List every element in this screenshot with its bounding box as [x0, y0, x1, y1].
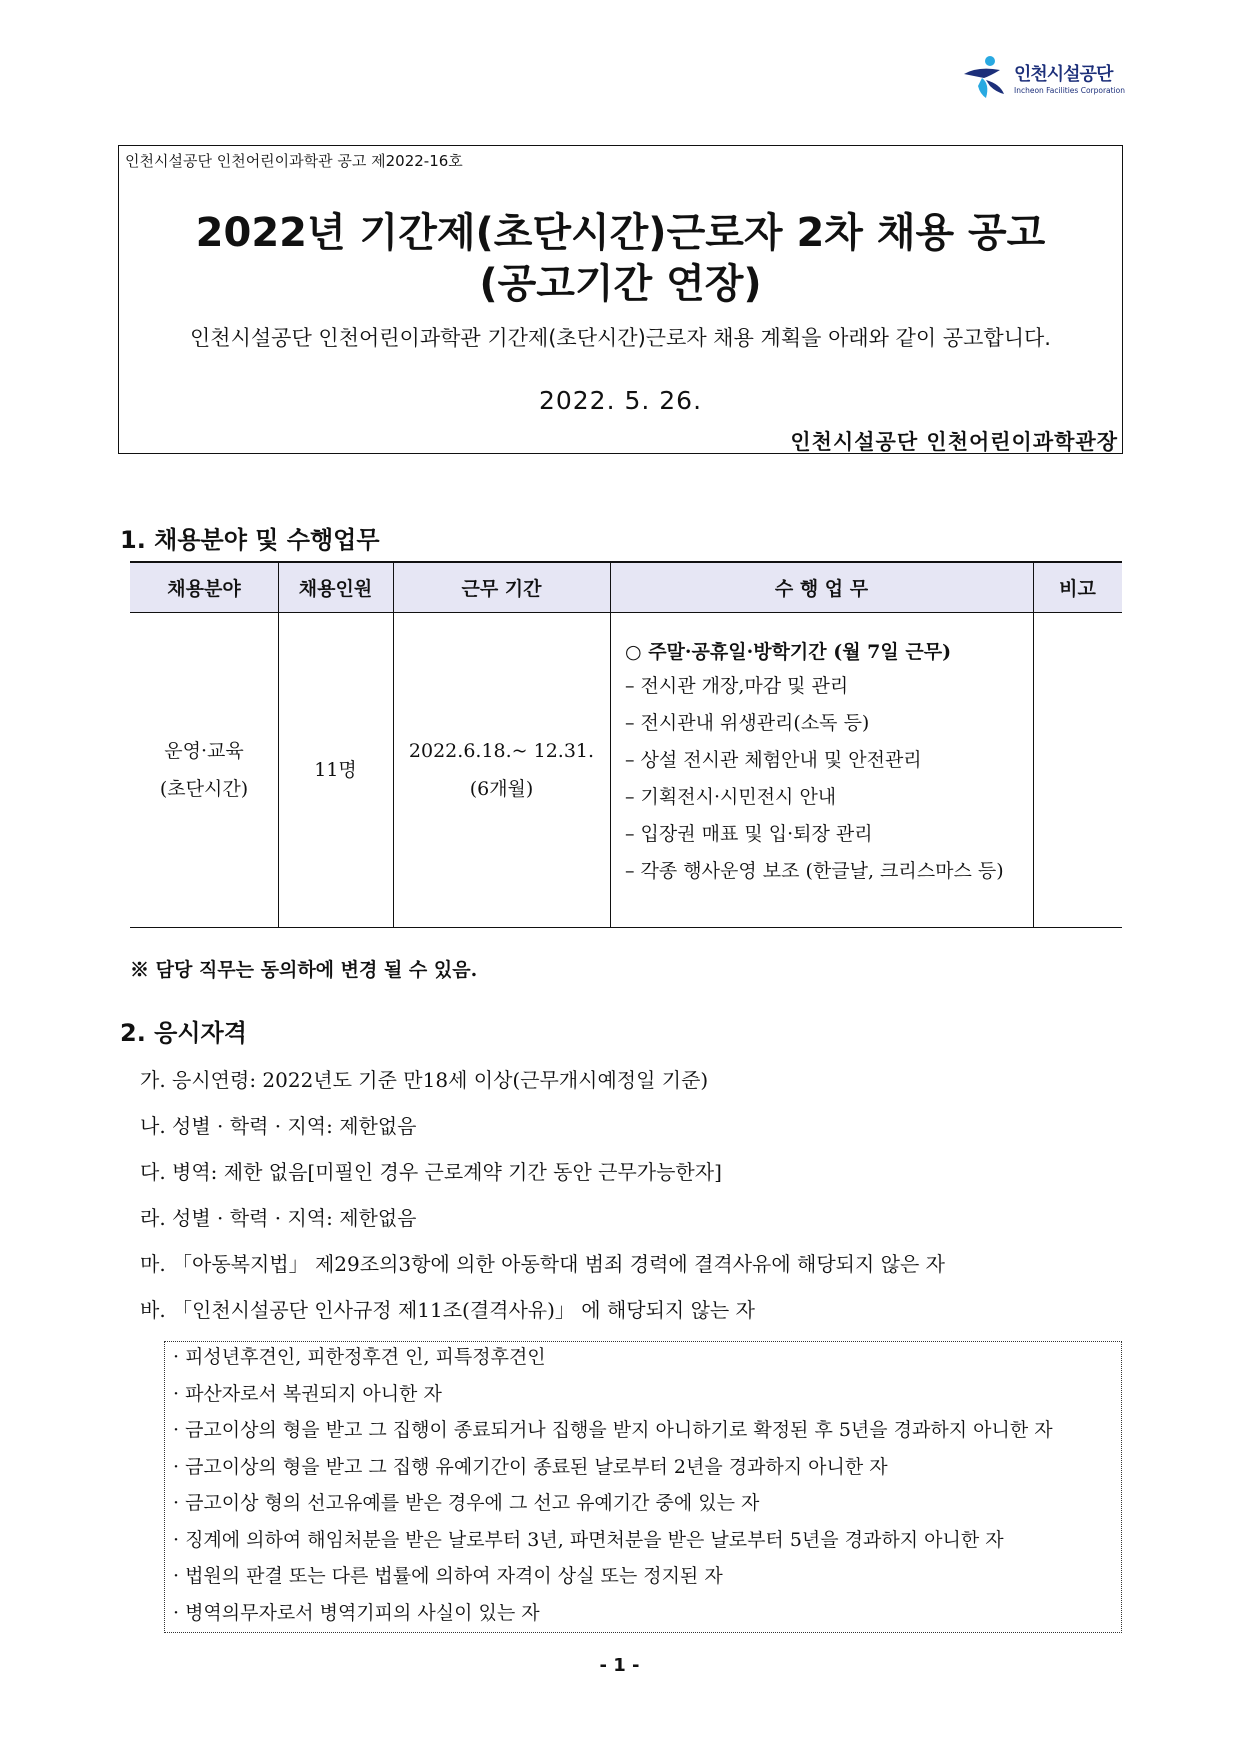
qualification-item: 다. 병역: 제한 없음[미필인 경우 근로계약 기간 동안 근무가능한자]	[140, 1160, 722, 1184]
recruitment-table	[130, 561, 1122, 928]
recruit-count: 11명	[314, 759, 357, 781]
duty-item: – 상설 전시관 체험안내 및 안전관리	[625, 749, 922, 771]
notice-date: 2022. 5. 26.	[538, 386, 703, 415]
disqualification-item: · 금고이상의 형을 받고 그 집행 유예기간이 종료된 날로부터 2년을 경과하지 아니한 자	[173, 1455, 888, 1478]
notice-subtitle: (공고기간 연장)	[479, 261, 762, 307]
table-header-duties: 수 행 업 무	[774, 577, 869, 600]
notice-issuer: 인천시설공단 인천어린이과학관장	[790, 430, 1118, 454]
duty-change-note: ※ 담당 직무는 동의하에 변경 될 수 있음.	[130, 959, 478, 981]
corporation-logo	[960, 54, 1130, 106]
duty-item: – 전시관 개장,마감 및 관리	[625, 675, 849, 697]
qualification-item: 마. 「아동복지법」 제29조의3항에 의한 아동학대 범죄 경력에 결격사유에 해당되지 않은 자	[140, 1252, 945, 1276]
duty-item: – 각종 행사운영 보조 (한글날, 크리스마스 등)	[625, 860, 1004, 882]
notice-number: 인천시설공단 인천어린이과학관 공고 제2022-16호	[125, 152, 463, 170]
qualification-list	[140, 1065, 1120, 1341]
disqualification-item: · 금고이상의 형을 받고 그 집행이 종료되거나 집행을 받지 아니하기로 확정된 후 5년을 경과하지 아니한 자	[173, 1419, 1053, 1441]
qualification-item: 바. 「인천시설공단 인사규정 제11조(결격사유)」 에 해당되지 않는 자	[140, 1298, 755, 1322]
person-figure-logo-icon	[960, 54, 1012, 102]
cell-remark	[1033, 613, 1122, 927]
table-header-field: 채용분야	[167, 577, 241, 600]
table-col-divider	[610, 561, 611, 928]
period-duration: (6개월)	[469, 778, 534, 800]
disqualification-item: · 법원의 판결 또는 다른 법률에 의하여 자격이 상실 또는 정지된 자	[173, 1565, 723, 1587]
table-header-count: 채용인원	[298, 577, 373, 600]
section-title-qualifications: 2. 응시자격	[120, 1019, 247, 1047]
cell-count	[278, 613, 393, 927]
logo-subtitle: Incheon Facilities Corporation	[1014, 86, 1126, 95]
notice-intro: 인천시설공단 인천어린이과학관 기간제(초단시간)근로자 채용 계획을 아래와 같이 공고합니다.	[190, 326, 1051, 350]
disqualification-item: · 피성년후견인, 피한정후견 인, 피특정후견인	[173, 1346, 546, 1368]
table-header-remark: 비고	[1059, 577, 1096, 600]
disqualification-item: · 징계에 의하여 해임처분을 받은 날로부터 3년, 파면처분을 받은 날로부터 5년을 경과하지 아니한 자	[173, 1528, 1004, 1551]
page-number: - 1 -	[599, 1655, 640, 1676]
qualification-item: 가. 응시연령: 2022년도 기준 만18세 이상(근무개시예정일 기준)	[140, 1068, 709, 1092]
field-type: (초단시간)	[159, 778, 249, 800]
disqualification-item: · 파산자로서 복권되지 아니한 자	[173, 1382, 442, 1405]
field-name: 운영·교육	[164, 740, 244, 762]
section-title-recruitment: 1. 채용분야 및 수행업무	[120, 526, 380, 554]
disqualification-item: · 금고이상 형의 선고유예를 받은 경우에 그 선고 유예기간 중에 있는 자	[173, 1492, 760, 1514]
disqualification-box	[164, 1341, 1122, 1633]
cell-period	[393, 613, 610, 927]
duty-heading: ○ 주말·공휴일·방학기간 (월 7일 근무)	[625, 641, 952, 663]
disqualification-item: · 병역의무자로서 병역기피의 사실이 있는 자	[173, 1601, 540, 1624]
duty-item: – 전시관내 위생관리(소독 등)	[625, 712, 870, 734]
period-dates: 2022.6.18.~ 12.31.	[408, 740, 595, 762]
notice-title: 2022년 기간제(초단시간)근로자 2차 채용 공고	[195, 210, 1046, 256]
cell-duties	[625, 637, 1035, 890]
table-header-period: 근무 기간	[461, 577, 542, 600]
duty-item: – 기획전시·시민전시 안내	[625, 786, 837, 808]
notice-header-box	[118, 145, 1123, 454]
qualification-item: 라. 성별 · 학력 · 지역: 제한없음	[140, 1206, 417, 1230]
duty-item: – 입장권 매표 및 입·퇴장 관리	[625, 823, 873, 845]
cell-field	[130, 613, 278, 927]
logo-name: 인천시설공단	[1014, 64, 1113, 85]
qualification-item: 나. 성별 · 학력 · 지역: 제한없음	[140, 1114, 417, 1138]
